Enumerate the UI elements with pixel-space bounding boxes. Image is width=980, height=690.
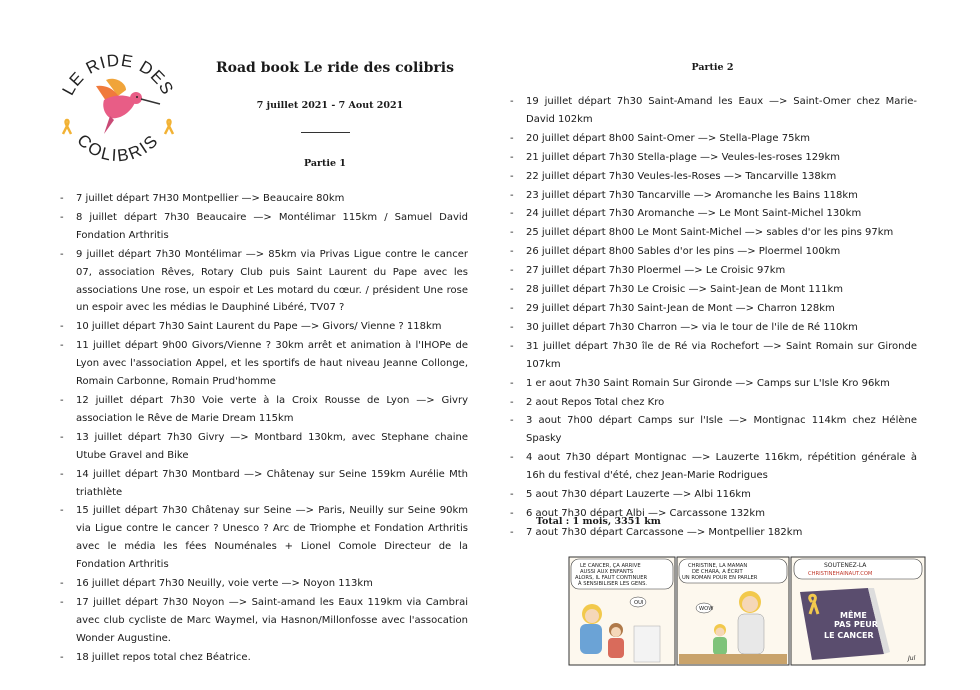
stage-item: - 27 juillet départ 7h30 Ploermel —> Le Croisic 97km — [510, 262, 917, 280]
stage-item: - 7 aout 7h30 départ Carcassone —> Montpellier 182km — [510, 524, 917, 542]
stage-item: - 22 juillet départ 7h30 Veules-les-Roses —> Tancarville 138km — [510, 168, 917, 186]
comic-strip — [568, 556, 926, 666]
stage-item: - 25 juillet départ 8h00 Le Mont Saint-Michel —> sables d'or les pins 97km — [510, 224, 917, 242]
panel-2-text: UN ROMAN POUR EN PARLER — [682, 575, 758, 581]
stage-item: - 15 juillet départ 7h30 Châtenay sur Seine —> Paris, Neuilly sur Seine 90km via Ligue contre le cancer ? Unesco ? Arc de Triomphe et Fondation Arthritis avec le média les fées Nouménales + Lionel Comole Directeur de la Fondation Arthritis — [60, 502, 468, 574]
stage-item: - 24 juillet départ 7h30 Aromanche —> Le Mont Saint-Michel 130km — [510, 205, 917, 223]
panel-1-bubble: OUI — [634, 600, 644, 606]
stage-item: - 31 juillet départ 7h30 île de Ré via Rochefort —> Saint Romain sur Gironde 107km — [510, 338, 917, 374]
awareness-ribbon-icon — [63, 120, 173, 134]
stage-item: - 20 juillet départ 8h00 Saint-Omer —> Stella-Plage 75km — [510, 130, 917, 148]
panel-1-text: AUSSI AUX ENFANTS — [580, 569, 634, 575]
part-1-heading: Partie 1 — [303, 158, 346, 169]
stage-item: - 16 juillet départ 7h30 Neuilly, voie verte —> Noyon 113km — [60, 575, 468, 593]
stage-item: - 2 aout Repos Total chez Kro — [510, 394, 917, 412]
stage-item: - 23 juillet départ 7h30 Tancarville —> Aromanche les Bains 118km — [510, 187, 917, 205]
panel-2-text: DE CHARA, A ÉCRIT — [692, 569, 743, 575]
stage-item: - 21 juillet départ 7h30 Stella-plage —> Veules-les-roses 129km — [510, 149, 917, 167]
document-title: Road book Le ride des colibris — [216, 60, 454, 76]
book-title: LE CANCER — [824, 631, 874, 640]
stage-item: - 5 aout 7h30 départ Lauzerte —> Albi 116km — [510, 486, 917, 504]
stage-item: - 12 juillet départ 7h30 Voie verte à la Croix Rousse de Lyon —> Givry association le Rêve de Marie Dream 115km — [60, 392, 468, 428]
part-2-heading: Partie 2 — [691, 62, 734, 73]
panel-2-bubble: WOW — [699, 606, 714, 612]
book-title: MÊME — [840, 611, 867, 620]
stage-item: - 28 juillet départ 7h30 Le Croisic —> Saint-Jean de Mont 111km — [510, 281, 917, 299]
logo-text-bottom: COLIBRIS — [73, 130, 163, 166]
artist-signature: Jul — [908, 655, 916, 662]
panel-1-text: À SENSIBILISER LES GENS. — [578, 581, 648, 587]
stage-item: - 30 juillet départ 7h30 Charron —> via le tour de l'ile de Ré 110km — [510, 319, 917, 337]
part-1-stage-list — [60, 190, 468, 668]
stage-item: - 10 juillet départ 7h30 Saint Laurent du Pape —> Givors/ Vienne ? 118km — [60, 318, 468, 336]
panel-2-text: CHRISTINE, LA MAMAN — [688, 563, 748, 569]
stage-item: - 19 juillet départ 7h30 Saint-Amand les Eaux —> Saint-Omer chez Marie-David 102km — [510, 93, 917, 129]
stage-item: - 17 juillet départ 7h30 Noyon —> Saint-amand les Eaux 119km via Cambrai avec club cycliste de Marc Waymel, via Hasnon/Millonfosse avec l'assocation Wonder Augustine. — [60, 594, 468, 648]
stage-item: - 3 aout 7h00 départ Camps sur l'Isle —> Montignac 114km chez Hélène Spasky — [510, 412, 917, 448]
date-range: 7 juillet 2021 - 7 Aout 2021 — [256, 100, 404, 111]
logo-text-top: LE RIDE DES — [58, 50, 178, 99]
divider — [301, 132, 350, 133]
stage-item: - 8 juillet départ 7h30 Beaucaire —> Montélimar 115km / Samuel David Fondation Arthritis — [60, 209, 468, 245]
book-title: PAS PEUR — [834, 620, 878, 629]
stage-item: - 13 juillet départ 7h30 Givry —> Montbard 130km, avec Stephane chaine Utube Gravel and Bike — [60, 429, 468, 465]
stage-item: - 7 juillet départ 7H30 Montpellier —> Beaucaire 80km — [60, 190, 468, 208]
book-cover — [800, 588, 890, 660]
part-2-stage-list — [510, 93, 917, 543]
le-ride-des-colibris-logo — [48, 38, 188, 178]
total-summary: Total : 1 mois, 3351 km — [536, 516, 661, 527]
stage-item: - 6 aout 7h30 départ Albi —> Carcassone 132km — [510, 505, 917, 523]
stage-item: - 9 juillet départ 7h30 Montélimar —> 85km via Privas Ligue contre le cancer 07, association Rêves, Rotary Club puis Saint Laurent du Pape avec les associations Une rose, un espoir et Les motard du cœur. / président Une rose un espoir avec les médias le Dauphiné Libéré, TV07 ? — [60, 246, 468, 318]
stage-item: - 1 er aout 7h30 Saint Romain Sur Gironde —> Camps sur L'Isle Kro 96km — [510, 375, 917, 393]
stage-item: - 4 aout 7h30 départ Montignac —> Lauzerte 116km, répétition générale à 16h du festival d'été, chez Jean-Marie Rodrigues — [510, 449, 917, 485]
stage-item: - 11 juillet départ 9h00 Givors/Vienne ? 30km arrêt et animation à l'IHOPe de Lyon avec l'association Appel, et les sportifs de haut niveau Jeanne Collonge, Romain Carbonne, Romain Prud'homme — [60, 337, 468, 391]
stage-item: - 18 juillet repos total chez Béatrice. — [60, 649, 468, 667]
svg-text:COLIBRIS — [73, 130, 162, 165]
stage-item: - 29 juillet départ 7h30 Saint-Jean de Mont —> Charron 128km — [510, 300, 917, 318]
panel-3-link: CHRISTINEHAINAUT.COM — [808, 571, 873, 577]
panel-1-text: LE CANCER, ÇA ARRIVE — [580, 563, 641, 569]
panel-1-text: ALORS, IL FAUT CONTINUER — [575, 575, 648, 581]
panel-3-text: SOUTENEZ-LA — [824, 562, 867, 569]
stage-item: - 14 juillet départ 7h30 Montbard —> Châtenay sur Seine 159km Aurélie Mth triathlète — [60, 466, 468, 502]
stage-item: - 26 juillet départ 8h00 Sables d'or les pins —> Ploermel 100km — [510, 243, 917, 261]
hummingbird-icon — [96, 79, 160, 134]
